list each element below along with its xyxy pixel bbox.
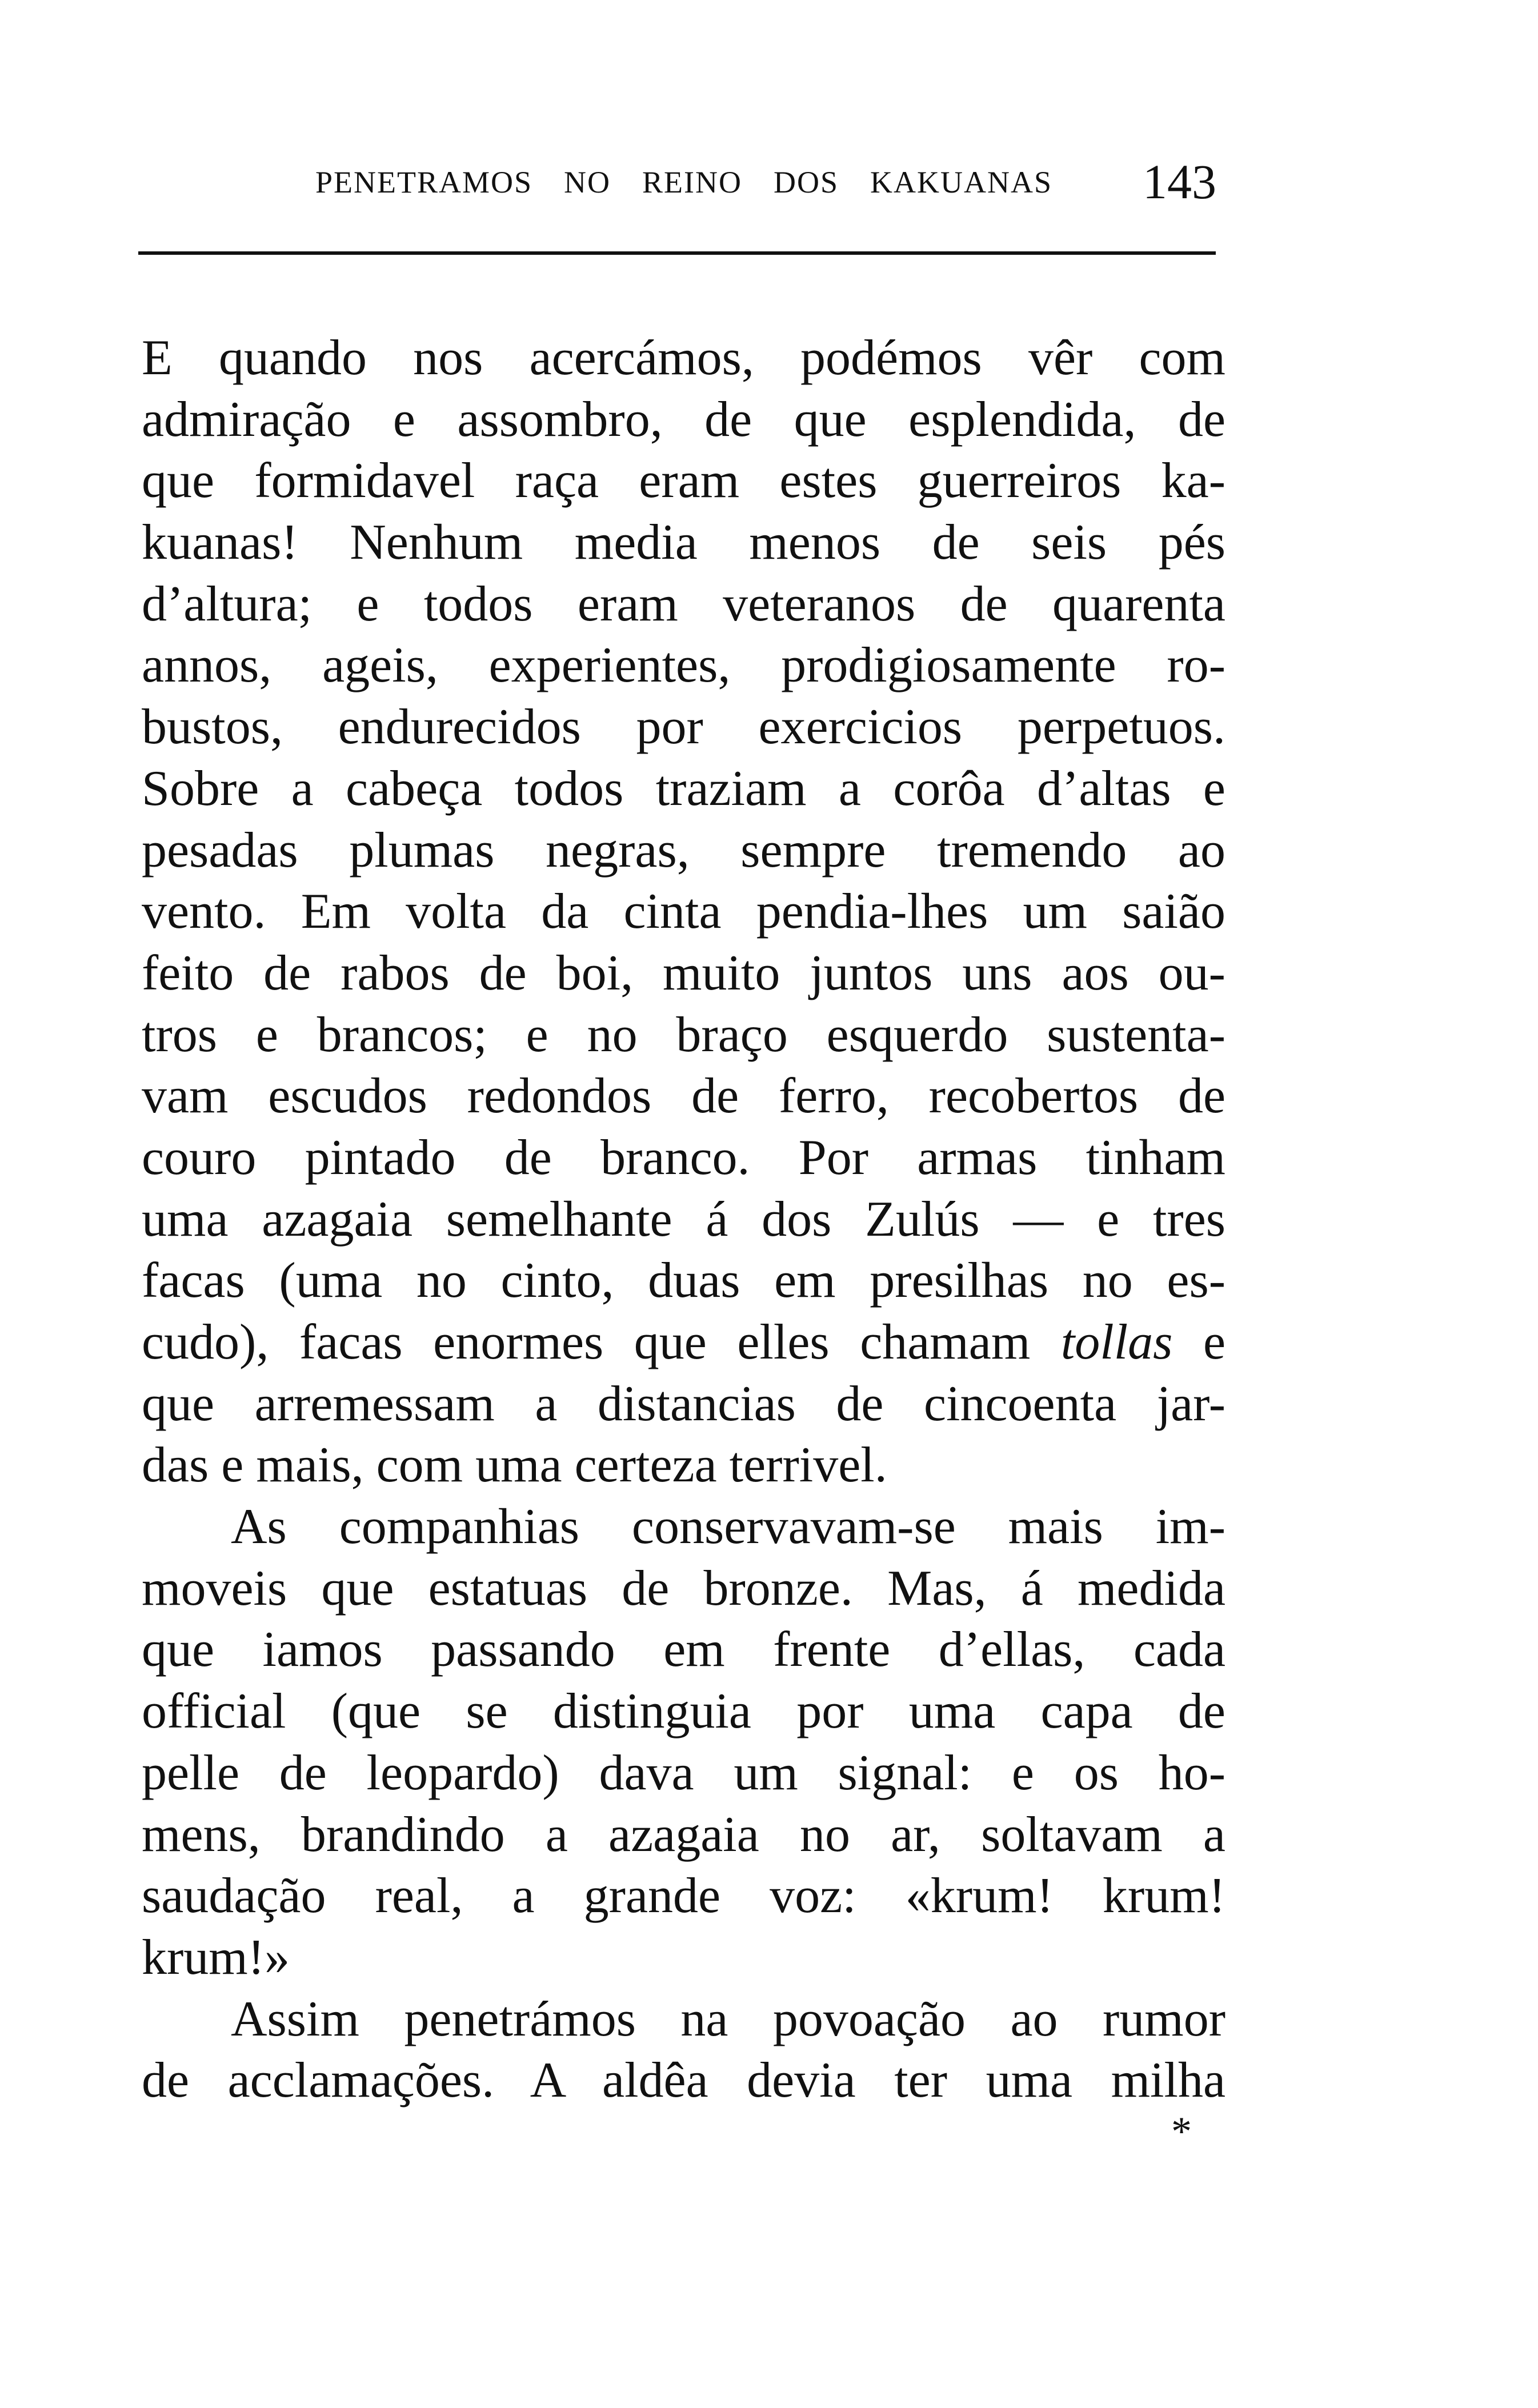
paragraph-start-line: As companhias conservavam-se mais im- <box>231 1499 1225 1555</box>
text-line: official (que se distinguia por uma capa de <box>142 1684 1225 1740</box>
text-line: E quando nos acercámos, podémos vêr com <box>142 330 1225 386</box>
text-line: das e mais, com uma certeza terrivel. <box>142 1437 887 1493</box>
text-line: krum!» <box>142 1929 290 1985</box>
text-line: moveis que estatuas de bronze. Mas, á medida <box>142 1560 1225 1616</box>
text-line: d’altura; e todos eram veteranos de quarenta <box>142 576 1225 632</box>
text-line: que arremessam a distancias de cincoenta jar- <box>142 1376 1225 1432</box>
text-segment: cudo), facas enormes que elles chamam <box>142 1315 1061 1370</box>
text-line: facas (uma no cinto, duas em presilhas no es- <box>142 1253 1225 1309</box>
text-line: de acclamações. A aldêa devia ter uma milha <box>142 2053 1225 2109</box>
signature-mark: * <box>1171 2109 1192 2154</box>
header-rule <box>138 251 1216 255</box>
text-line: kuanas! Nenhum media menos de seis pés <box>142 515 1225 571</box>
text-line: vento. Em volta da cinta pendia-lhes um saião <box>142 884 1225 940</box>
paragraph-start-line: Assim penetrámos na povoação ao rumor <box>231 1991 1225 2047</box>
text-segment: e <box>1172 1315 1225 1370</box>
text-line: vam escudos redondos de ferro, recobertos de <box>142 1068 1225 1124</box>
text-line: que formidavel raça eram estes guerreiros ka- <box>142 453 1225 509</box>
text-line: Sobre a cabeça todos traziam a corôa d’altas e <box>142 760 1225 816</box>
text-line: pesadas plumas negras, sempre tremendo ao <box>142 822 1225 878</box>
italic-word: tollas <box>1060 1315 1173 1370</box>
text-line: tros e brancos; e no braço esquerdo sustenta- <box>142 1007 1225 1063</box>
page-number: 143 <box>1143 154 1216 209</box>
text-line: feito de rabos de boi, muito juntos uns aos ou- <box>142 945 1225 1001</box>
text-line: saudação real, a grande voz: «krum! krum! <box>142 1868 1225 1924</box>
body-text <box>142 327 1225 2111</box>
text-line: couro pintado de branco. Por armas tinham <box>142 1129 1225 1185</box>
text-line <box>142 1312 1225 1373</box>
text-line: uma azagaia semelhante á dos Zulús — e tres <box>142 1191 1225 1247</box>
text-line: pelle de leopardo) dava um signal: e os ho- <box>142 1745 1225 1801</box>
text-line: bustos, endurecidos por exercicios perpetuos. <box>142 699 1225 755</box>
text-line: que iamos passando em frente d’ellas, cada <box>142 1622 1225 1678</box>
text-line: annos, ageis, experientes, prodigiosamente ro- <box>142 638 1225 694</box>
text-line: admiração e assombro, de que esplendida, de <box>142 391 1225 447</box>
text-line: mens, brandindo a azagaia no ar, soltavam a <box>142 1806 1225 1862</box>
running-title: PENETRAMOS NO REINO DOS KAKUANAS <box>315 165 1052 199</box>
